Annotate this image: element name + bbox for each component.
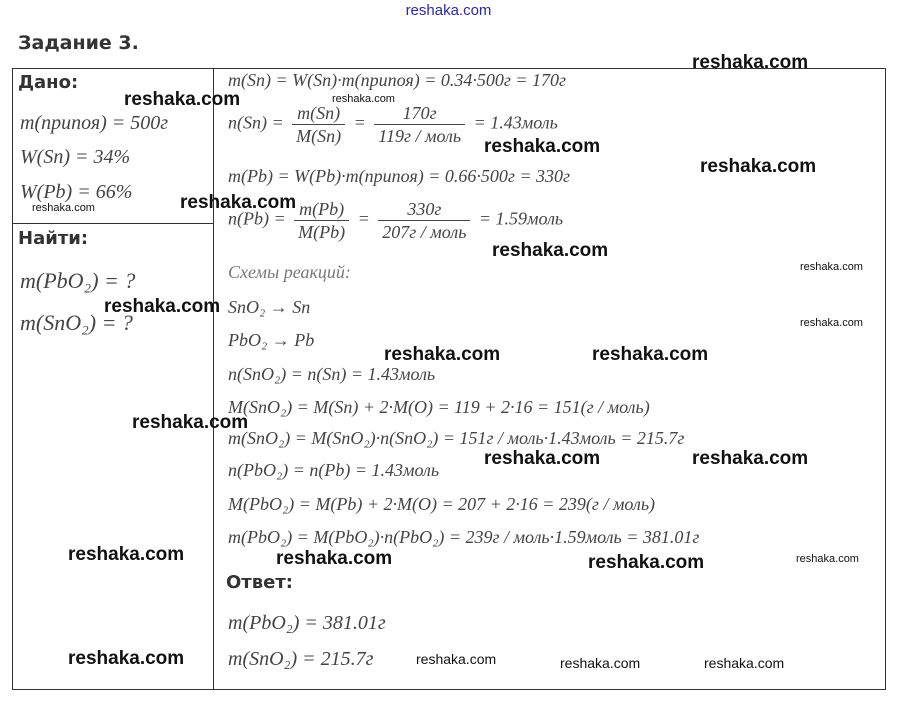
given-item: W(Pb) = 66% — [20, 181, 133, 203]
watermark: reshaka.com — [700, 156, 817, 177]
reaction-scheme: SnO₂ → Sn — [228, 297, 311, 317]
fraction-denominator: M(Sn) — [296, 126, 342, 146]
watermark: reshaka.com — [104, 296, 221, 317]
fraction — [378, 198, 470, 243]
watermark: reshaka.com — [384, 344, 501, 365]
fraction-result: = 1.43моль — [473, 112, 558, 133]
answer-item: m(PbO₂) = 381.01г — [228, 612, 386, 634]
table-left-border — [12, 68, 13, 690]
solution-line: n(PbO₂) = n(Pb) = 1.43моль — [228, 460, 440, 480]
reaction-schemes-heading: Схемы реакций: — [228, 262, 351, 282]
fraction-denominator: M(Pb) — [298, 222, 346, 242]
table-right-border — [885, 68, 886, 690]
watermark: reshaka.com — [800, 317, 863, 329]
fraction — [292, 102, 345, 147]
watermark: reshaka.com — [484, 136, 601, 157]
watermark: reshaka.com — [416, 651, 497, 667]
watermark: reshaka.com — [692, 52, 809, 73]
find-item: m(SnO₂) = ? — [20, 310, 133, 335]
site-header[interactable]: reshaka.com — [405, 2, 492, 19]
solution-line: m(Pb) = W(Pb)·m(припоя) = 0.66·500г = 330г — [228, 166, 571, 186]
equals-sign: = — [357, 208, 370, 229]
fraction-result: = 1.59моль — [478, 208, 564, 229]
given-item: W(Sn) = 34% — [20, 146, 131, 168]
watermark: reshaka.com — [132, 412, 249, 433]
watermark: reshaka.com — [588, 552, 705, 573]
watermark: reshaka.com — [492, 240, 609, 261]
watermark: reshaka.com — [32, 202, 95, 214]
table-divider — [213, 68, 214, 690]
equals-sign: = — [353, 112, 366, 133]
find-item: m(PbO₂) = ? — [20, 268, 136, 293]
fraction-numerator: m(Pb) — [294, 198, 349, 221]
fraction — [294, 198, 349, 243]
watermark: reshaka.com — [68, 544, 185, 565]
watermark: reshaka.com — [124, 89, 241, 110]
fraction-numerator: 170г — [374, 102, 465, 125]
watermark: reshaka.com — [692, 448, 809, 469]
solution-line: m(PbO₂) = M(PbO₂)·n(PbO₂) = 239г / моль·1.59моль = 381.01г — [228, 527, 700, 547]
answer-label: Ответ: — [226, 572, 293, 593]
solution-line: n(SnO₂) = n(Sn) = 1.43моль — [228, 364, 436, 384]
reaction-scheme: PbO₂ → Pb — [228, 330, 315, 350]
fraction — [374, 102, 465, 147]
given-label: Дано: — [18, 72, 79, 93]
watermark: reshaka.com — [484, 448, 601, 469]
answer-item: m(SnO₂) = 215.7г — [228, 648, 374, 670]
watermark: reshaka.com — [704, 655, 785, 671]
task-title: Задание 3. — [18, 32, 139, 54]
solution-line: m(Sn) = W(Sn)·m(припоя) = 0.34·500г = 170г — [228, 70, 567, 90]
watermark: reshaka.com — [800, 261, 863, 273]
watermark: reshaka.com — [332, 93, 395, 105]
watermark: reshaka.com — [276, 548, 393, 569]
table-bottom-border — [12, 689, 886, 690]
find-label: Найти: — [18, 228, 89, 249]
fraction-numerator: m(Sn) — [292, 102, 345, 125]
solution-line: M(SnO₂) = M(Sn) + 2·M(O) = 119 + 2·16 = 151(г / моль) — [228, 397, 650, 417]
watermark: reshaka.com — [180, 192, 297, 213]
solution-line: M(PbO₂) = M(Pb) + 2·M(O) = 207 + 2·16 = 239(г / моль) — [228, 494, 656, 514]
solution-line: m(SnO₂) = M(SnO₂)·n(SnO₂) = 151г / моль·1.43моль = 215.7г — [228, 428, 685, 448]
fraction-denominator: 119г / моль — [378, 126, 462, 146]
watermark: reshaka.com — [796, 553, 859, 565]
fraction-lhs: n(Pb) = — [228, 208, 286, 229]
watermark: reshaka.com — [68, 648, 185, 669]
fraction-denominator: 207г / моль — [382, 222, 467, 242]
watermark: reshaka.com — [592, 344, 709, 365]
fraction-lhs: n(Sn) = — [228, 112, 284, 133]
given-find-divider — [12, 223, 213, 224]
fraction-numerator: 330г — [378, 198, 470, 221]
watermark: reshaka.com — [560, 655, 641, 671]
given-item: m(припоя) = 500г — [20, 112, 169, 134]
